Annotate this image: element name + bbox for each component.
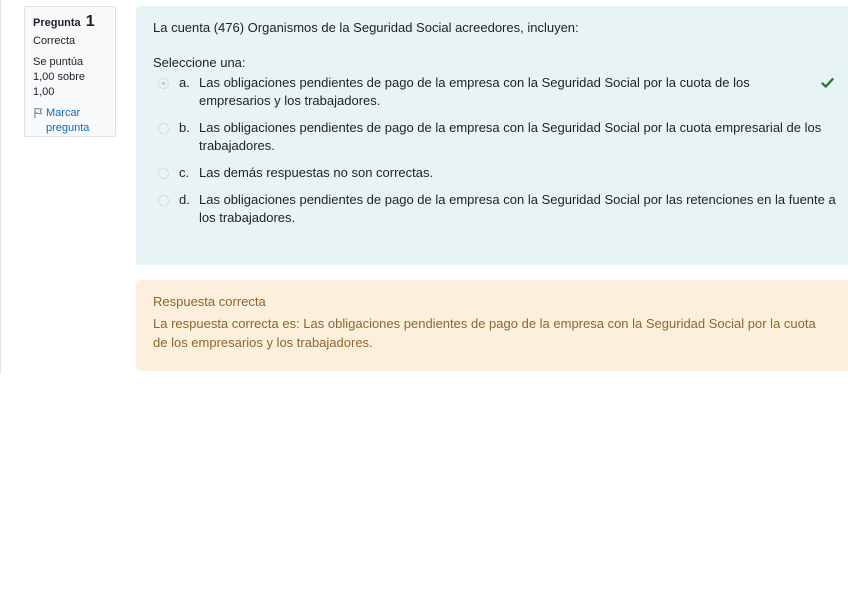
answer-radio-c[interactable] [158,168,169,179]
question-grade: Se puntúa 1,00 sobre 1,00 [33,56,85,98]
answer-letter: a. [179,75,190,90]
feedback-panel [136,280,848,371]
question-info-panel [24,6,116,137]
flag-icon [33,107,44,119]
question-state: Correcta [33,35,76,47]
answer-text: Las obligaciones pendientes de pago de la empresa con la Seguridad Social por la cuota de los empresarios y los trabajadores. [199,75,750,108]
flag-question-link[interactable] [33,106,107,136]
feedback-heading: Respuesta correcta [153,294,266,309]
answer-prompt: Seleccione una: [153,55,246,70]
answer-radio-a[interactable] [158,78,169,89]
answer-option-c[interactable] [153,164,848,182]
check-icon [821,76,834,88]
question-text: La cuenta (476) Organismos de la Seguridad Social acreedores, incluyen: [153,20,579,35]
answer-option-a[interactable] [153,74,848,110]
answer-text: Las demás respuestas no son correctas. [199,165,434,180]
question-number-value: 1 [85,13,95,30]
answer-radio-b[interactable] [158,123,169,134]
answer-text: Las obligaciones pendientes de pago de la empresa con la Seguridad Social por la cuota empresarial de los trabajadores. [199,120,822,153]
feedback-text: La respuesta correcta es: Las obligaciones pendientes de pago de la empresa con la Seguridad Social por la cuota de los empresarios y los trabajadores. [153,316,816,350]
question-label: Pregunta [33,17,81,29]
answer-text: Las obligaciones pendientes de pago de la empresa con la Seguridad Social por las retenciones en la fuente a los trabajadores. [199,192,836,225]
answer-option-d[interactable] [153,191,848,227]
answer-letter: b. [179,120,190,135]
answer-option-b[interactable] [153,119,848,155]
content-divider [0,0,1,374]
question-formulation [136,6,848,265]
flag-question-label: Marcar pregunta [46,107,90,134]
answer-letter: d. [179,192,190,207]
answer-letter: c. [179,165,190,180]
answer-radio-d[interactable] [158,195,169,206]
question-number [33,14,107,31]
